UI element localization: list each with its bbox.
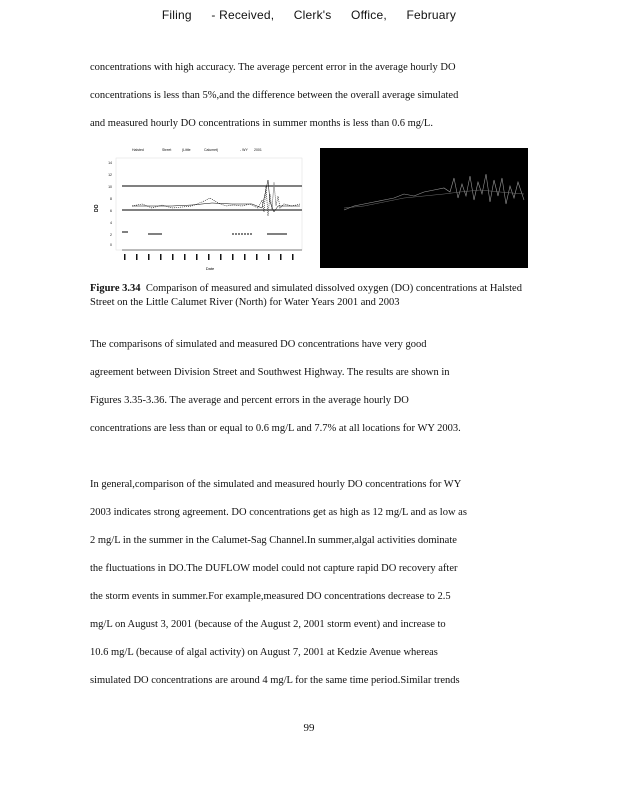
y-tick-label: 2 [110,233,112,237]
chart-title-part: - WY [240,148,248,152]
x-tick-label [244,254,246,260]
header-filing: Filing [161,8,192,22]
x-tick-label [136,254,138,260]
text-line: Figures 3.35-3.36. The average and percent errors in the average hourly DO [90,395,409,406]
figure-label: Figure 3.34 [90,283,141,294]
text-line: concentrations are less than or equal to 0.6 mg/L and 7.7% at all locations for WY 2003. [90,423,461,434]
header-office: Office, [351,8,387,22]
chart-title-part: Street [162,148,172,152]
y-tick-label: 8 [110,197,112,201]
x-tick-label [220,254,222,260]
x-tick-label [280,254,282,260]
x-tick-label [172,254,174,260]
x-tick-label [148,254,150,260]
text-line: agreement between Division Street and Southwest Highway. The results are shown in [90,367,450,378]
text-line: the fluctuations in DO.The DUFLOW model could not capture rapid DO recovery after [90,563,458,574]
text-line: In general,comparison of the simulated and measured hourly DO concentrations for WY [90,479,462,490]
x-tick-label [208,254,210,260]
x-tick-label [268,254,270,260]
chart-title-part: Halsted [132,148,144,152]
figure-3-34 [92,146,528,272]
header-clerks: Clerk's [293,8,332,22]
paragraph-1 [90,60,526,144]
text-line: 10.6 mg/L (because of algal activity) on August 7, 2001 at Kedzie Avenue whereas [90,647,438,658]
y-tick-label: 10 [108,185,112,189]
text-line: simulated DO concentrations are around 4 mg/L for the same time period.Similar trends [90,675,460,686]
text-line: 2 mg/L in the summer in the Calumet-Sag Channel.In summer,algal activities dominate [90,535,457,546]
x-axis-label: Date [205,266,215,271]
y-tick-label: 14 [108,161,112,165]
text-line: mg/L on August 3, 2001 (because of the August 2, 2001 storm event) and increase to [90,619,446,630]
header-received: - Received, [211,8,275,22]
paragraph-2 [90,337,526,449]
y-tick-label: 6 [110,209,112,213]
x-tick-label [160,254,162,260]
x-tick-label [292,254,294,260]
page-header [0,8,618,22]
figure-caption-text: Comparison of measured and simulated dissolved oxygen (DO) concentrations at Halsted Street on the Little Calumet River (North) for Water Years 2001 and 2003 [90,283,522,308]
text-line: and measured hourly DO concentrations in summer months is less than 0.6 mg/L. [90,118,433,129]
simulated-do-series [132,180,300,212]
text-line: concentrations is less than 5%,and the difference between the overall average simulated [90,90,459,101]
do-comparison-chart-2003 [320,148,528,268]
y-axis-label: DO [94,204,100,212]
page-number: 99 [303,722,315,734]
x-tick-label [196,254,198,260]
chart-title-part: 2001 [254,148,262,152]
plot-area [116,158,302,250]
y-tick-label: 4 [110,221,112,225]
chart-title-part: Calumet) [204,148,219,152]
figure-caption [90,282,526,310]
x-tick-label [256,254,258,260]
paragraph-3 [90,477,526,701]
do-comparison-chart-2001 [92,146,304,272]
text-line: concentrations with high accuracy. The average percent error in the average hourly DO [90,62,456,73]
x-tick-label [184,254,186,260]
y-tick-label: 12 [108,173,112,177]
text-line: The comparisons of simulated and measured DO concentrations have very good [90,339,427,350]
chart-background [320,148,528,268]
x-tick-label [124,254,126,260]
text-line: 2003 indicates strong agreement. DO concentrations get as high as 12 mg/L and as low as [90,507,467,518]
header-date: February [406,8,457,22]
y-tick-label: 0 [110,243,112,247]
text-line: the storm events in summer.For example,measured DO concentrations decrease to 2.5 [90,591,451,602]
chart-title-part: (Little [182,148,191,152]
x-tick-label [232,254,234,260]
